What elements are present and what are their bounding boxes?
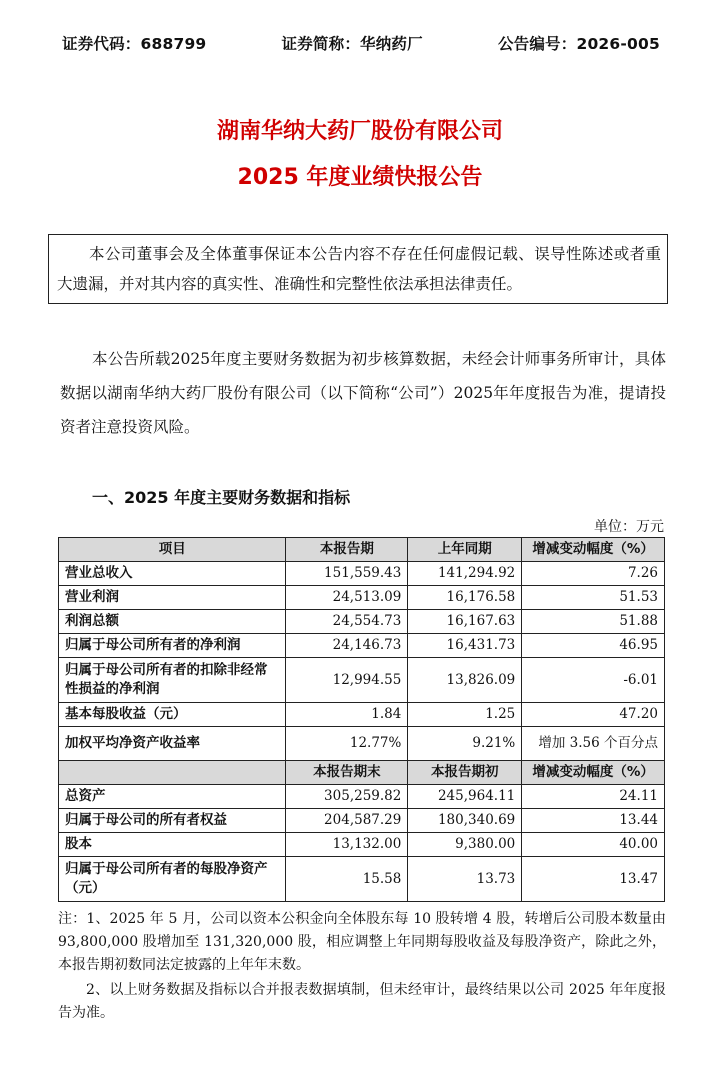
- table-cell: 营业利润: [59, 586, 286, 610]
- header-cell: 本报告期初: [408, 761, 522, 785]
- table-cell: 13,826.09: [408, 658, 522, 703]
- table-cell: -6.01: [522, 658, 665, 703]
- header-cell: 本报告期: [286, 538, 408, 562]
- unit-label: 单位：万元: [594, 519, 664, 535]
- table-row: [59, 809, 665, 833]
- table-cell: 13.47: [522, 857, 665, 902]
- table-row: [59, 703, 665, 727]
- table-header-row: [59, 761, 665, 785]
- header-cell: 本报告期末: [286, 761, 408, 785]
- table-cell: 245,964.11: [408, 785, 522, 809]
- table-cell: 基本每股收益（元）: [59, 703, 286, 727]
- report-title: 2025 年度业绩快报公告: [237, 165, 483, 190]
- table-cell: 47.20: [522, 703, 665, 727]
- table-cell: 151,559.43: [286, 562, 408, 586]
- table-cell: 13,132.00: [286, 833, 408, 857]
- table-header-row: [59, 538, 665, 562]
- table-row: [59, 634, 665, 658]
- table-cell: 9,380.00: [408, 833, 522, 857]
- table-cell: 7.26: [522, 562, 665, 586]
- table-cell: 1.84: [286, 703, 408, 727]
- table-cell: 16,167.63: [408, 610, 522, 634]
- notes: [58, 908, 666, 1025]
- table-row: [59, 785, 665, 809]
- table-cell: 24,513.09: [286, 586, 408, 610]
- table-cell: 24,146.73: [286, 634, 408, 658]
- header-cell: 上年同期: [408, 538, 522, 562]
- table-cell: 增加 3.56 个百分点: [522, 727, 665, 761]
- table-cell: 归属于母公司所有者的扣除非经常性损益的净利润: [59, 658, 286, 703]
- table-cell: 12.77%: [286, 727, 408, 761]
- table-cell: 股本: [59, 833, 286, 857]
- table-cell: 1.25: [408, 703, 522, 727]
- table-cell: 46.95: [522, 634, 665, 658]
- header-cell: 增减变动幅度（%）: [522, 761, 665, 785]
- table-cell: 16,431.73: [408, 634, 522, 658]
- table-cell: 51.88: [522, 610, 665, 634]
- table-cell: 15.58: [286, 857, 408, 902]
- table-row: [59, 658, 665, 703]
- table-cell: 利润总额: [59, 610, 286, 634]
- table-cell: 总资产: [59, 785, 286, 809]
- header-cell: [59, 761, 286, 785]
- table-row: [59, 857, 665, 902]
- table-row: [59, 727, 665, 761]
- table-cell: 13.44: [522, 809, 665, 833]
- table-cell: 归属于母公司所有者的净利润: [59, 634, 286, 658]
- financial-data-table: [58, 537, 665, 902]
- table-row: [59, 833, 665, 857]
- table-row: [59, 610, 665, 634]
- table-row: [59, 562, 665, 586]
- header-cell: 增减变动幅度（%）: [522, 538, 665, 562]
- table-cell: 204,587.29: [286, 809, 408, 833]
- notice-number: 公告编号：2026-005: [497, 35, 660, 53]
- table-cell: 归属于母公司所有者的每股净资产（元）: [59, 857, 286, 902]
- intro-paragraph: 本公告所载2025年度主要财务数据为初步核算数据，未经会计师事务所审计，具体数据以湖南华纳大药厂股份有限公司（以下简称“公司”）2025年年度报告为准，提请投资者注意投资风险。: [60, 350, 666, 436]
- note-1: 注：1、2025 年 5 月，公司以资本公积金向全体股东每 10 股转增 4 股，转增后公司股本数量由 93,800,000 股增加至 131,320,000 股，相应调整上年同期每股收益及每股净资产，除此之外，本报告期初数同法定披露的上年年末数。: [58, 911, 666, 973]
- board-statement-box: 本公司董事会及全体董事保证本公告内容不存在任何虚假记载、误导性陈述或者重大遗漏，并对其内容的真实性、准确性和完整性依法承担法律责任。: [48, 234, 668, 304]
- table-cell: 180,340.69: [408, 809, 522, 833]
- table-cell: 24.11: [522, 785, 665, 809]
- table-cell: 305,259.82: [286, 785, 408, 809]
- table-cell: 16,176.58: [408, 586, 522, 610]
- header-cell: 项目: [59, 538, 286, 562]
- table-cell: 13.73: [408, 857, 522, 902]
- company-title: 湖南华纳大药厂股份有限公司: [216, 119, 503, 144]
- table-row: [59, 586, 665, 610]
- note-2: 2、以上财务数据及指标以合并报表数据填制，但未经审计，最终结果以公司 2025 年年度报告为准。: [58, 982, 666, 1021]
- table-cell: 51.53: [522, 586, 665, 610]
- table-cell: 归属于母公司的所有者权益: [59, 809, 286, 833]
- table-cell: 12,994.55: [286, 658, 408, 703]
- table-cell: 141,294.92: [408, 562, 522, 586]
- table-cell: 40.00: [522, 833, 665, 857]
- table-cell: 加权平均净资产收益率: [59, 727, 286, 761]
- document-header: [62, 32, 660, 54]
- table-cell: 24,554.73: [286, 610, 408, 634]
- table-cell: 营业总收入: [59, 562, 286, 586]
- stock-short-name: 证券简称：华纳药厂: [281, 35, 423, 53]
- table-cell: 9.21%: [408, 727, 522, 761]
- stock-code: 证券代码：688799: [62, 35, 207, 53]
- section-heading: 一、2025 年度主要财务数据和指标: [92, 488, 351, 507]
